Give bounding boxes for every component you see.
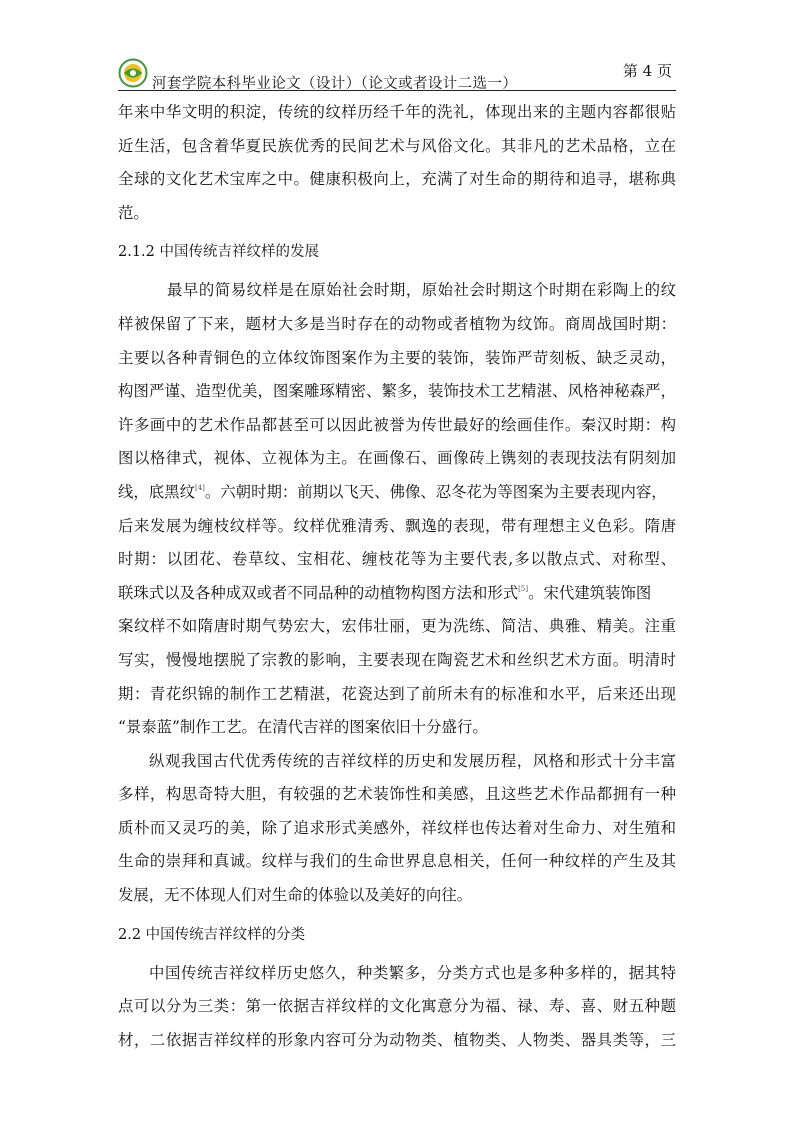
text-fragment: 。宋代建筑装饰图: [528, 583, 652, 602]
header-title: 河套学院本科毕业论文（设计）（论文或者设计二选一）: [152, 76, 518, 92]
text-line: 期：青花织锦的制作工艺精湛，花瓷达到了前所未有的标准和水平，后来还出现: [118, 684, 676, 703]
text-line: 纵观我国古代优秀传统的吉祥纹样的历史和发展历程，风格和形式十分丰富: [149, 751, 676, 770]
paragraph-2: [118, 274, 676, 744]
text-line: 中国传统吉祥纹样历史悠久，种类繁多，分类方式也是多种多样的，据其特: [149, 963, 676, 982]
text-line: 构图严谨、造型优美，图案雕琢精密、繁多，装饰技术工艺精湛、风格神秘森严，: [118, 382, 676, 401]
section-heading-2-1-2: 2.1.2 中国传统吉祥纹样的发展: [118, 244, 320, 261]
text-line: 材，二依据吉祥纹样的形象内容可分为动物类、植物类、人物类、器具类等，三: [118, 1030, 676, 1049]
text-line: 发展，无不体现人们对生命的体验以及美好的向往。: [118, 886, 472, 905]
text-line: 图以格律式，视体、立视体为主。在画像石、画像砖上镌刻的表现技法有阴刻加: [118, 449, 676, 468]
text-line: 主要以各种青铜色的立体纹饰图案作为主要的装饰，装饰严苛刻板、缺乏灵动，: [118, 348, 676, 367]
text-line: 许多画中的艺术作品都甚至可以因此被誉为传世最好的绘画佳作。秦汉时期：构: [118, 415, 676, 434]
text-fragment: 线，底黑纹: [118, 482, 195, 501]
text-line: 质朴而又灵巧的美，除了追求形式美感外，祥纹样也传达着对生命力、对生殖和: [118, 818, 676, 837]
paragraph-4: [118, 957, 676, 1058]
page-number: 第 4 页: [622, 62, 672, 80]
text-line: “景泰蓝”制作工艺。在清代吉祥的图案依旧十分盛行。: [118, 718, 488, 737]
text-line: 点可以分为三类：第一依据吉祥纹样的文化寓意分为福、禄、寿、喜、财五种题: [118, 997, 676, 1016]
text-line: 样被保留了下来，题材大多是当时存在的动物或者植物为纹饰。商周战国时期：: [118, 314, 676, 333]
text-line: [118, 577, 676, 611]
text-line: 近生活，包含着华夏民族优秀的民间艺术与风俗文化。其非凡的艺术品格，立在: [118, 136, 676, 155]
page-body: [118, 96, 676, 1057]
section-heading-2-2: 2.2 中国传统吉祥纹样的分类: [118, 926, 306, 943]
text-line: 时期：以团花、卷草纹、宝相花、缠枝花等为主要代表,多以散点式、对称型、: [118, 550, 676, 569]
citation-ref-5: [5]: [518, 584, 529, 593]
text-line: 年来中华文明的积淀，传统的纹样历经千年的洗礼，体现出来的主题内容都很贴: [118, 103, 676, 121]
text-line: 全球的文化艺术宝库之中。健康积极向上，充满了对生命的期待和追寻，堪称典: [118, 170, 676, 189]
paragraph-3: [118, 745, 676, 913]
header-divider: [118, 90, 676, 91]
page-header: [118, 58, 676, 96]
text-line: 生命的崇拜和真诚。纹样与我们的生命世界息息相关，任何一种纹样的产生及其: [118, 852, 676, 871]
text-line: 写实，慢慢地摆脱了宗教的影响，主要表现在陶瓷艺术和丝织艺术方面。明清时: [118, 650, 676, 669]
text-line: 后来发展为缠枝纹样等。纹样优雅清秀、飘逸的表现，带有理想主义色彩。隋唐: [118, 516, 676, 535]
text-line: [118, 476, 676, 510]
citation-ref-4: [4]: [194, 483, 205, 492]
text-fragment: 联珠式以及各种成双或者不同品种的动植物构图方法和形式: [118, 583, 519, 602]
text-line: 最早的简易纹样是在原始社会时期，原始社会时期这个时期在彩陶上的纹: [167, 281, 676, 300]
text-line: 多样，构思奇特大胆，有较强的艺术装饰性和美感，且这些艺术作品都拥有一种: [118, 785, 676, 804]
paragraph-1: [118, 96, 676, 230]
text-line: 案纹样不如隋唐时期气势宏大，宏伟壮丽，更为洗练、简洁、典雅、精美。注重: [118, 617, 676, 636]
text-line: 范。: [118, 203, 149, 222]
text-fragment: 。六朝时期：前期以飞天、佛像、忍冬花为等图案为主要表现内容，: [204, 482, 667, 501]
university-emblem-icon: [118, 58, 148, 88]
